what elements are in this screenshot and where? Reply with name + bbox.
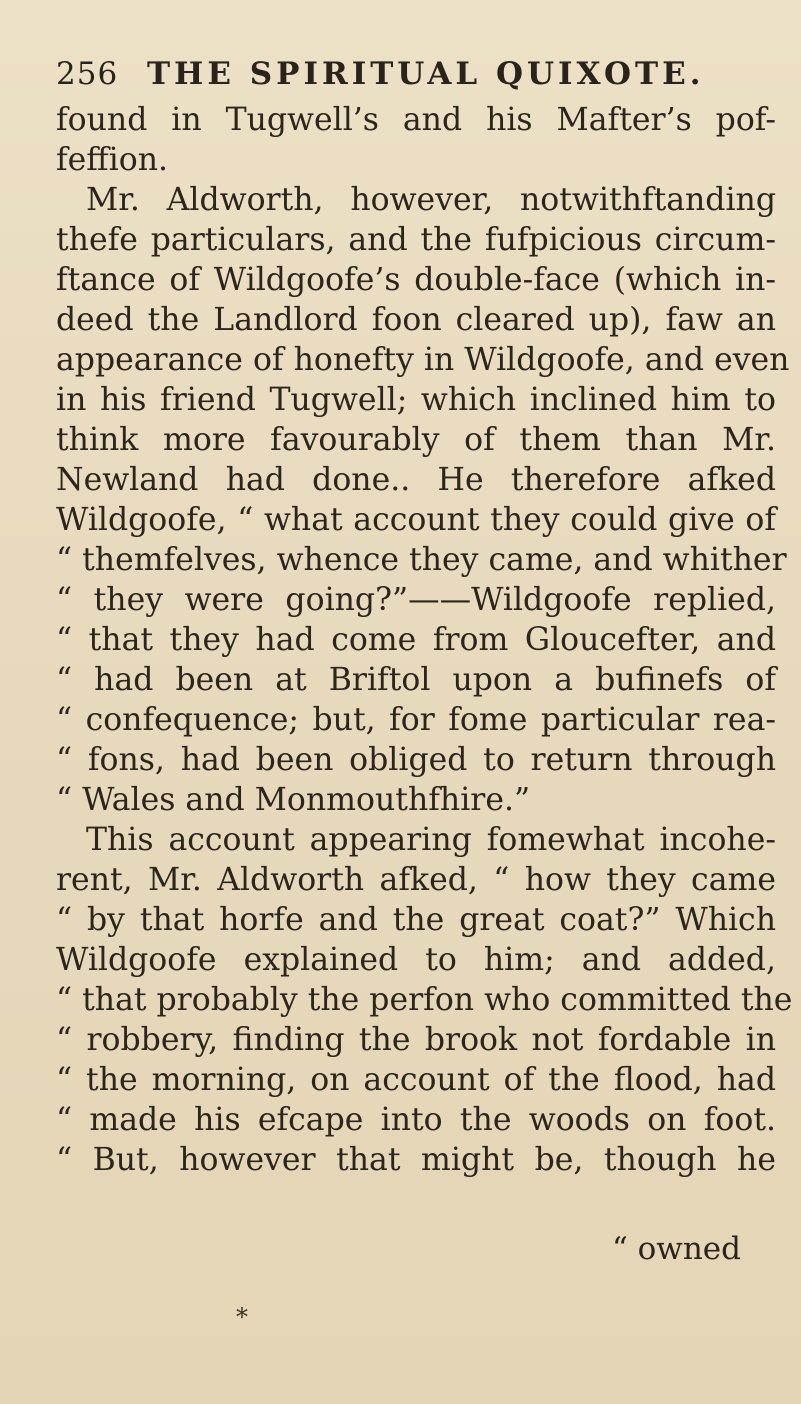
text-line: Newland had done.. He therefore afked [56, 462, 776, 498]
text-line: “ But, however that might be, though he [56, 1142, 776, 1178]
text-line: in his friend Tugwell; which inclined him to [56, 382, 776, 418]
text-line: “ had been at Briftol upon a bufinefs of [56, 662, 776, 698]
text-line: “ themfelves, whence they came, and whither [56, 542, 787, 578]
text-line: This account appearing fomewhat incohe- [86, 822, 776, 858]
text-line: Wildgoofe explained to him; and added, [56, 942, 776, 978]
running-title: THE SPIRITUAL QUIXOTE. [146, 56, 705, 92]
text-line: deed the Landlord foon cleared up), faw an [56, 302, 776, 338]
text-line: found in Tugwell’s and his Mafter’s pof- [56, 102, 776, 138]
text-line: “ by that horfe and the great coat?” Which [56, 902, 776, 938]
page-number: 256 [56, 56, 119, 92]
text-line: rent, Mr. Aldworth afked, “ how they came [56, 862, 776, 898]
text-line: ftance of Wildgoofe’s double-face (which in- [56, 262, 776, 298]
text-line: “ that probably the perfon who committed the [56, 982, 793, 1018]
text-line: feffion. [56, 142, 169, 178]
text-line: think more favourably of them than Mr. [56, 422, 776, 458]
text-line: “ made his efcape into the woods on foot. [56, 1102, 776, 1138]
text-line: “ confequence; but, for fome particular rea- [56, 702, 776, 738]
text-line: appearance of honefty in Wildgoofe, and even [56, 342, 790, 378]
text-line: “ Wales and Monmouthfhire.” [56, 782, 531, 818]
text-line: “ fons, had been obliged to return through [56, 742, 776, 778]
text-line: thefe particulars, and the fufpicious circum- [56, 222, 776, 258]
text-line: “ robbery, finding the brook not fordable in [56, 1022, 776, 1058]
catchword: “ owned [611, 1231, 741, 1267]
running-head [56, 52, 776, 96]
text-line: “ that they had come from Gloucefter, and [56, 622, 776, 658]
text-line: “ they were going?”——Wildgoofe replied, [56, 582, 776, 618]
text-line: “ the morning, on account of the flood, had [56, 1062, 776, 1098]
text-line: Wildgoofe, “ what account they could give of [56, 502, 776, 538]
signature-mark: * [236, 1303, 248, 1331]
text-line: Mr. Aldworth, however, notwithftanding [86, 182, 776, 218]
